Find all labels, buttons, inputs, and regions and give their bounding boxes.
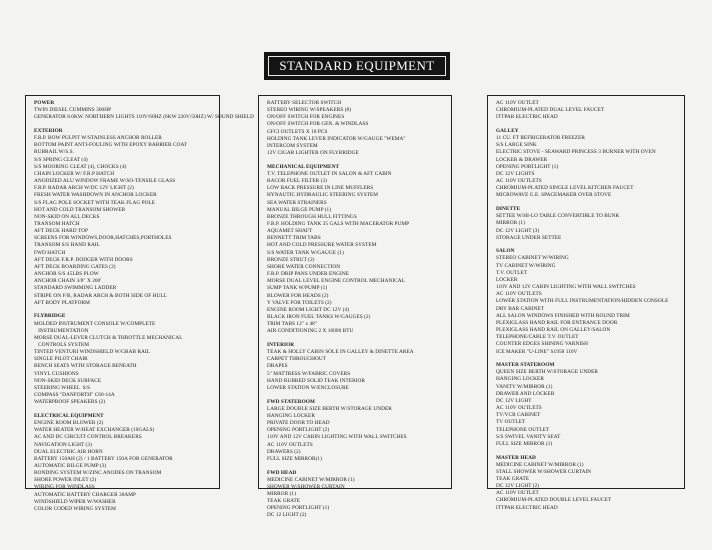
section-heading: DINETTE [496,206,521,213]
equipment-item: AC AND DC CIRCUIT CONTROL BREAKERS [34,434,142,441]
equipment-item: MEDICINE CABINET W/MIRROR (1) [267,476,355,483]
equipment-item: DC 12V LIGHTS [496,170,535,177]
equipment-item: MORSE DUAL-LEVER CLUTCH & THROTTLE MECHANICAL [34,334,183,341]
equipment-item: MICROWAVE G.E. SPACEMAKER OVER STOVE [496,192,612,199]
section-heading: FWD STATEROOM [267,398,315,405]
equipment-item: BLACK IRON FUEL TANKS W/GAUGES (2) [267,314,371,321]
equipment-item: AUTOMATIC BATTERY CHARGER 30AMP [34,491,137,498]
equipment-item: NON-SKID ON ALL DECKS [34,213,100,220]
equipment-item: FWD HATCH [34,249,66,256]
section-heading: SALON [496,248,515,255]
section-heading: GALLEY [496,127,519,134]
equipment-item: AQUAMET SHAFT [267,228,313,235]
equipment-item: LOCKER [496,276,518,283]
equipment-item: F.R.P. HOLDING TANK 35 GALS WITH MACERATOR PUMP [267,221,410,227]
equipment-item: TRANSOM S/S HAND RAIL [34,242,100,249]
equipment-item: TV/VCR CABINET [496,412,541,419]
equipment-item: BENNETT TRIM TABS [267,235,321,242]
equipment-item: TELEPHONE/CABLE T.V. OUTLET [496,334,579,341]
equipment-item: SHORE WATER CONNECTION [267,263,341,270]
equipment-item: WATER HEATER W/HEAT EXCHANGER (10GALS) [34,427,155,434]
equipment-item: ALL SALON WINDOWS FINISHED WITH ROUND TRIM [496,312,630,319]
equipment-item: AC 110V OUTLET [496,490,539,497]
equipment-item: DC 12V LIGHT (2) [496,483,540,490]
equipment-item: DC 12V LIGHT (3) [496,227,540,234]
equipment-item: BENCH SEATS WITH STORAGE BENEATH [34,363,137,370]
section-heading: ELECTRICAL EQUIPMENT [34,412,104,419]
equipment-item: ITTPAR ELECTRIC HEAD [496,504,558,511]
equipment-item: BOTTOM PAINT ANTI-FOULING WITH EPOXY BARRIER COAT [34,142,188,149]
equipment-item: BLOWER FOR HEADS (2) [267,292,329,299]
equipment-item: ANCHOR S/S 45LBS PLOW [34,271,99,278]
equipment-item: F.R.P. BOW PULPIT W/STAINLESS ANCHOR ROLLER [34,135,162,142]
equipment-item: LARGE DOUBLE SIZE BERTH W/STORAGE UNDER [267,405,392,412]
equipment-item: TRIM TABS 12" x 48" [267,321,318,328]
equipment-item: T.V. TELEPHONE OUTLET IN SALON & AFT CABIN [267,170,392,177]
equipment-item: AIR CONDITIONING 2 X 16000 BTU [267,328,354,335]
equipment-item: S/S FLAG POLE SOCKET WITH TEAK FLAG POLE [34,199,156,206]
equipment-item: Y VALVE FOR TOILETS (2) [267,299,332,306]
equipment-item: DRAPES [267,363,288,370]
equipment-item: CONTROLS SYSTEM [34,342,90,348]
equipment-item: AC 110V OUTLET [496,100,539,106]
equipment-item: ANODIZED ALU WINDOW FRAME W/SO-TENSILE GLASS [34,178,176,185]
equipment-item: TEAK & HOLLY CABIN SOLE IN GALLEY & DINETTE AREA [267,349,414,356]
equipment-item: SCREENS FOR WINDOWS,DOOR,HATCHES,PORTHOLES [34,235,172,242]
equipment-item: MOLDED INSTRUMENT CONSOLE W/COMPLETE [34,320,156,327]
equipment-item: FRESH WATER WASHDOWN IN ANCHOR LOCKER [34,192,157,199]
equipment-item: AFT DECK F.R.P. DODGER WITH DOORS [34,256,133,263]
page-title: STANDARD EQUIPMENT [279,58,435,73]
equipment-item: LOWER STATION WITH FULL INSTRUMENTATION/HIDDEN CONSOLE [496,298,669,305]
equipment-item: QUEEN SIZE BERTH W/STORAGE UNDER [496,369,599,376]
equipment-item: STRIPE ON F/B, RADAR ARCH & BOTH SIDE OF HULL [34,292,167,299]
equipment-item: HYNAUTIC HYDRAULIC STEERING SYSTEM [267,192,379,199]
equipment-item: F.R.P. RADAR ARCH W/DC 12V LIGHT (2) [34,185,134,192]
equipment-item: CHROMIUM-PLATED DUAL LEVEL FAUCET [496,107,605,114]
equipment-item: STEREO WIRING W/SPEAKERS (8) [267,107,352,114]
equipment-item: 5" MATTRESS W/FABRIC COVERS [267,370,351,377]
equipment-item: S/S SPRING CLEAT (4) [34,156,88,163]
equipment-item: AFT BODY PLATFORM [34,299,90,306]
equipment-item: PLEXIGLASS HAND RAIL FOR ENTRANCE DOOR [496,319,618,326]
equipment-item: CHROMIUM-PLATED DOUBLE LEVEL FAUCET [496,497,612,504]
equipment-column-1 [25,95,255,512]
equipment-item: 11 CU. FT REFRIGERATOR FREEZER [496,135,585,142]
equipment-item: HOT AND COLD TRANSOM SHOWER [34,206,126,213]
title-banner [264,52,450,80]
equipment-item: SETTEE W/HI-LO TABLE CONVERTIBLE TO BUNK [496,213,620,220]
equipment-item: AC 110V OUTLETS [496,291,542,298]
equipment-item: 12V CIGAR LIGHTER ON FLYBRIDGE [267,150,359,157]
equipment-item: OPENING PORTLIGHT (1) [496,163,559,170]
equipment-item: AC 110V OUTLETS [496,178,542,185]
equipment-item: DRY BAR CABINET [496,305,544,312]
equipment-item: MIRROR (1) [267,490,296,497]
equipment-item: FULL SIZE MIRROR (1) [496,440,553,447]
equipment-item: SEA WATER STRAINERS [267,199,327,206]
equipment-item: TRANSOM HATCH [34,221,80,227]
equipment-item: AFT DECK BOARDING GATES (2) [34,263,116,270]
equipment-item: MIRROR (1) [496,220,525,227]
equipment-item: SUMP TANK W/PUMP (1) [267,285,328,292]
section-heading: POWER [34,100,55,106]
equipment-item: BATTERY SELECTOR SWITCH [267,100,342,106]
equipment-item: TEAK GRATE [267,498,301,505]
equipment-item: BONDING SYSTEM W/ZINC ANODES ON TRANSOM [34,470,162,477]
equipment-item: S/S MOORING CLEAT (4), CHOCKS (4) [34,163,127,170]
section-heading: EXTERIOR [34,127,63,134]
equipment-item: LOCKER & DRAWER [496,156,548,163]
section-heading: MASTER STATEROOM [496,362,555,369]
equipment-item: FULL SIZE MIRROR(1) [267,455,322,462]
equipment-item: ANCHOR CHAIN 3/8" X 200' [34,278,102,285]
equipment-item: PLEXIGLASS HAND RAIL ON GALLEY/SALON [496,327,611,334]
equipment-item: DC 12V LIGHT [496,397,532,404]
section-heading: MASTER HEAD [496,454,536,461]
equipment-item: VINYL CUSHIONS [34,370,79,377]
equipment-item: ICE MAKER "U-LINE" S1958 110V [496,348,578,355]
equipment-item: AFT DECK HARD TOP [34,228,88,235]
equipment-item: COUNTER EDGES SHINING VARNISH [496,341,589,348]
equipment-item: MEDICINE CABINET W/MIRROR (1) [496,461,584,468]
equipment-column-2 [258,95,452,519]
equipment-item: HAND RUBBED SOLID TEAK INTERIOR [267,377,365,384]
equipment-item: LOW BACK PRESSURE IN LINE MUFFLERS [267,185,374,192]
equipment-item: STORAGE UNDER SETTEE [496,234,562,241]
equipment-item: NON-SKID DECK SURFACE [34,377,102,384]
equipment-item: S/S SWIVEL VANITY SEAT [496,433,561,440]
equipment-item: RACOR FUEL FILTER (3) [267,178,327,185]
equipment-item: HOT AND COLD PRESSURE WATER SYSTEM [267,242,377,249]
equipment-item: CHAIN LOCKER W/ F.R.P HATCH [34,170,115,177]
section-heading: FWD HEAD [267,469,297,476]
equipment-item: TWIN DIESEL CUMMINS 300HP [34,107,112,114]
equipment-item: BRONZE THROUGH HULL FITTINGS [267,213,357,220]
equipment-item: CHROMIUM-PLATED SINGLE LEVEL KITCHEN FAUCET [496,185,634,192]
equipment-item: GENERATOR 8.0KW. NORTHERN LIGHTS 110V/60HZ (6KW 220V/50HZ) W/ SOUND SHIELD [34,114,255,121]
equipment-item: HANGING LOCKER [496,376,544,383]
equipment-item: WIRING FOR WINDLASS [34,484,95,491]
equipment-column-3 [487,95,685,511]
equipment-item: AC 110V OUTLETS [267,441,313,448]
equipment-item: COLOR CODED WIRING SYSTEM [34,505,116,512]
equipment-item: NAVIGATION LIGHT (3) [34,441,92,448]
equipment-item: SHOWER W/SHOWER CURTAIN [267,483,345,490]
equipment-item: S/S LARGE SINK [496,142,537,149]
equipment-item: 110V AND 12V CABIN LIGHTING WITH WALL SWITCHES [496,284,636,291]
equipment-item: COMPASS "DANFORTH" C60-14A [34,392,115,399]
equipment-item: ON/OFF SWITCH FOR GEN. & WINDLASS [267,121,369,128]
equipment-item: BATTERY 150AH (2) / 1 BATTERY 150A FOR GENERATOR [34,455,173,462]
equipment-item: MORSE DUAL LEVEL ENGINE CONTROL MECHANICAL [267,278,405,285]
equipment-item: WINDSHIELD WIPER W/WASHER [34,498,116,505]
equipment-item: VANITY W/MIRROR (1) [496,383,553,390]
equipment-item: DUAL ELECTRIC AIR HORN [34,448,103,455]
equipment-item: DRAWER AND LOCKER [496,390,555,397]
equipment-item: ENGINE ROOM BLOWER (2) [34,420,104,427]
equipment-item: F.R.P. DRIP PANS UNDER ENGINE [267,271,350,278]
equipment-item: STEERING WHEEL S/S [34,384,91,391]
equipment-item: TV OUTLET [496,419,526,426]
equipment-item: INTERCOM SYSTEM [267,142,318,149]
equipment-item: INSTRUMENTATION [34,327,89,334]
equipment-item: 110V AND 12V CABIN LIGHTING WITH WALL SWITCHES [267,434,407,441]
equipment-item: ELECTRIC STOVE - SEAWARD PRINCESS 3 BURNER WITH OVEN [496,149,656,156]
equipment-item: TV CABINET W/WIRING [496,262,556,269]
equipment-item: TELEPHONE OUTLET [496,426,550,433]
equipment-item: CARPET THROUGHOUT [267,356,327,363]
section-heading: INTERIOR [267,342,295,348]
equipment-item: GFCI OUTLETS X 18 PCS [267,128,328,135]
equipment-item: ON/OFF SWITCH FOR ENGINES [267,114,345,121]
section-heading: FLYBRIDGE [34,313,66,320]
equipment-item: HOLDING TANK LEVER INDICATOR W/GAUGE "WEMA" [267,135,406,142]
equipment-item: STALL SHOWER W/SHOWER CURTAIN [496,468,592,475]
equipment-item: LOWER STATION W/ENCLOSURE [267,384,349,391]
equipment-item: TINTED VENTURI WINDSHIELD W/GRAB RAIL [34,349,151,356]
equipment-item: STEREO CABINET W/WIRING [496,255,569,262]
equipment-item: BRONZE STRUT (2) [267,256,315,263]
equipment-item: STANDARD SWIMMING LADDER [34,285,117,292]
equipment-item: ENGINE ROOM LIGHT DC 12V (4) [267,306,349,313]
equipment-item: S/S WATER TANK W/GAUGE (1) [267,249,344,256]
equipment-item: HANGING LOCKER [267,412,315,419]
equipment-item: SHORE POWER INLET (2) [34,477,97,484]
equipment-item: DC 12 LIGHT (2) [267,512,307,519]
equipment-item: OPENING PORTLIGHT (2) [267,427,330,434]
equipment-item: DRAWERS (2) [267,448,301,455]
section-heading: MECHANICAL EQUIPMENT [267,163,340,170]
equipment-item: T.V. OUTLET [496,269,528,276]
equipment-item: ITTPAR ELECTRIC HEAD [496,114,558,121]
equipment-item: SINGLE PILOT CHAIR [34,356,88,363]
equipment-item: TEAK GRATE [496,476,530,482]
equipment-item: AUTOMATIC BILGE PUMP (3) [34,463,107,469]
equipment-item: WATERPROOF SPEAKERS (2) [34,399,106,406]
equipment-item: OPENING PORTLIGHT (1) [267,505,330,512]
equipment-item: PRIVATE DOOR TO HEAD [267,420,330,427]
equipment-item: AC 110V OUTLETS [496,405,542,412]
equipment-item: RUBRAIL W/S.S. [34,149,74,156]
equipment-item: MANUAL BILGE PUMP (1) [267,206,332,213]
